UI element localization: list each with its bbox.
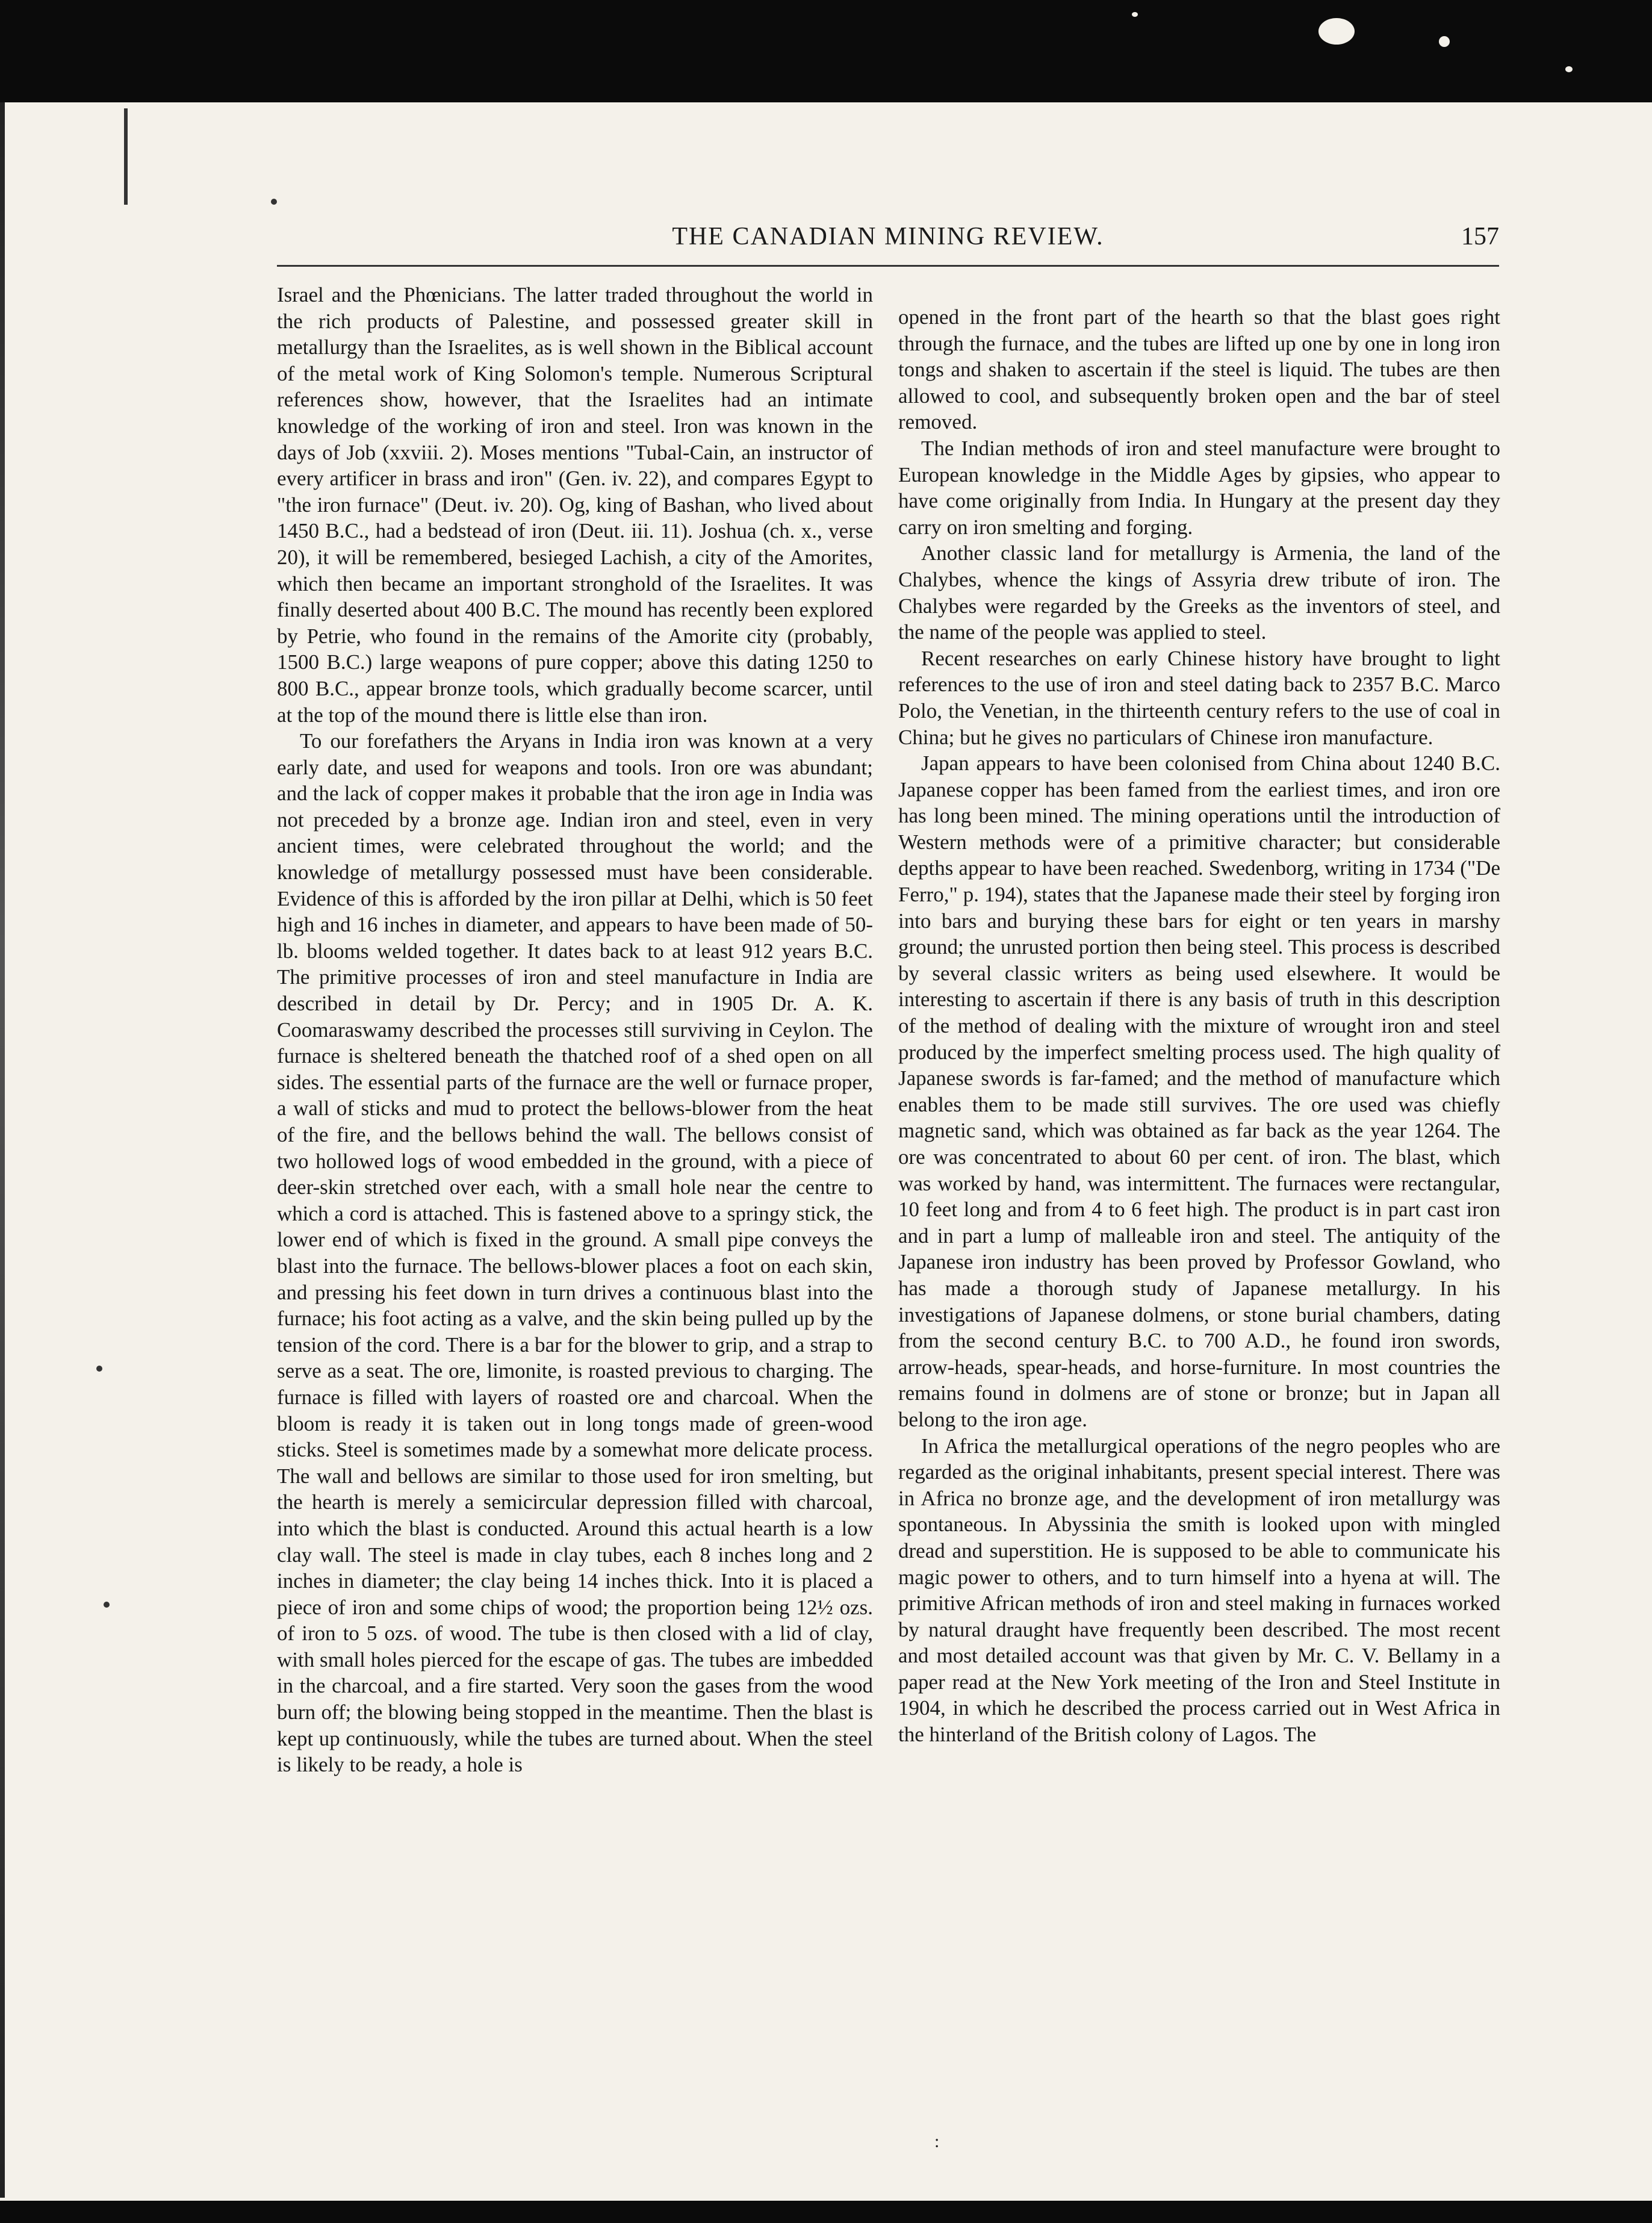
page-header (277, 220, 1499, 262)
paragraph: To our forefathers the Aryans in India iron was known at a very early date, and used for weapons and tools. Iron ore was abundant; and the lack of copper makes it probable that the iron age in India was not preceded by a bronze age. Indian iron and steel, even in very ancient times, were celebrated throughout the world; and the knowledge of metallurgy possessed must have been considerable. Evidence of this is afforded by the iron pillar at Delhi, which is 50 feet high and 16 inches in diameter, and appears to have been made of 50-lb. blooms welded together. It dates back to at least 912 years B.C. The primitive processes of iron and steel manufacture in India are described in detail by Dr. Percy; and in 1905 Dr. A. K. Coomaraswamy described the processes still surviving in Ceylon. The furnace is sheltered beneath the thatched roof of a shed open on all sides. The essential parts of the furnace are the well or furnace proper, a wall of sticks and mud to protect the bellows-blower from the heat of the fire, and the bellows behind the wall. The bellows consist of two hollowed logs of wood embedded in the ground, with a piece of deer-skin stretched over each, with a small hole near the centre to which a cord is attached. This is fastened above to a springy stick, the lower end of which is fixed in the ground. A small pipe conveys the blast into the furnace. The bellows-blower places a foot on each skin, and pressing his feet down in turn drives a continuous blast into the furnace; his foot acting as a valve, and the skin being pulled up by the tension of the cord. There is a bar for the blower to grip, and a strap to serve as a seat. The ore, limonite, is roasted previous to charging. The furnace is filled with layers of roasted ore and charcoal. When the bloom is ready it is taken out in long tongs made of green-wood sticks. Steel is sometimes made by a somewhat more delicate process. The wall and bellows are similar to those used for iron smelting, but the hearth is merely a semicircular depression filled with charcoal, into which the blast is conducted. Around this actual hearth is a low clay wall. The steel is made in clay tubes, each 8 inches long and 2 inches in diameter; the clay being 14 inches thick. Into it is placed a piece of iron and some chips of wood; the proportion being 12½ ozs. of iron to 5 ozs. of wood. The tube is then closed with a lid of clay, with small holes pierced for the escape of gas. The tubes are imbedded in the charcoal, and a fire started. Very soon the gases from the wood burn off; the blowing being stopped in the meantime. Then the blast is kept up continuously, while the tubes are turned about. When the steel is likely to be ready, a hole is (277, 729, 873, 1777)
paragraph: Another classic land for metallurgy is Armenia, the land of the Chalybes, whence the kings of Assyria drew tribute of iron. The Chalybes were regarded by the Greeks as the inventors of steel, and the name of the people was applied to steel. (898, 541, 1500, 644)
left-column (277, 282, 873, 1778)
paragraph: Israel and the Phœnicians. The latter traded throughout the world in the rich products of Palestine, and possessed greater skill in metallurgy than the Israelites, as is well shown in the Biblical account of the metal work of King Solomon's temple. Numerous Scriptural references show, however, that the Israelites had an intimate knowledge of the working of iron and steel. Iron was known in the days of Job (xxviii. 2). Moses mentions "Tubal-Cain, an instructor of every artificer in brass and iron" (Gen. iv. 22), and compares Egypt to "the iron furnace" (Deut. iv. 20). Og, king of Bashan, who lived about 1450 B.C., had a bedstead of iron (Deut. iii. 11). Joshua (ch. x., verse 20), it will be remembered, besieged Lachish, a city of the Amorites, which then became an important stronghold of the Israelites. It was finally deserted about 400 B.C. The mound has recently been explored by Petrie, who found in the remains of the Amorite city (probably, 1500 B.C.) large weapons of pure copper; above this dating 1250 to 800 B.C., appear bronze tools, which gradually become scarcer, until at the top of the mound there is little else than iron. (277, 283, 873, 727)
paragraph: Recent researches on early Chinese history have brought to light references to the use of iron and steel dating back to 2357 B.C. Marco Polo, the Venetian, in the thirteenth century refers to the use of coal in China; but he gives no particulars of Chinese iron manufacture. (898, 646, 1500, 749)
header-rule (277, 265, 1499, 267)
scan-dot (104, 1602, 110, 1608)
footer-mark: : (934, 2131, 940, 2151)
page-number: 157 (1461, 223, 1499, 250)
scan-bracket-mark (124, 108, 128, 205)
paragraph: opened in the front part of the hearth so that the blast goes right through the furnace, and the tubes are lifted up one by one in long iron tongs and shaken to ascertain if the steel is liquid. The tubes are then allowed to cool, and subsequently broken open and the bar of steel removed. (898, 305, 1500, 434)
paragraph: Japan appears to have been colonised from China about 1240 B.C. Japanese copper has been famed from the earliest times, and iron ore has long been mined. The mining operations until the introduction of Western methods were of a primitive character; but considerable depths appear to have been reached. Swedenborg, writing in 1734 ("De Ferro," p. 194), states that the Japanese made their steel by forging iron into bars and burying these bars for eight or ten years in marshy ground; the unrusted portion then being steel. This process is described by several classic writers as being used elsewhere. It would be interesting to ascertain if there is any basis of truth in this description of the method of dealing with the mixture of wrought iron and steel produced by the imperfect smelting process used. The high quality of Japanese swords is far-famed; and the method of manufacture which enables them to be made still survives. The ore used was chiefly magnetic sand, which was obtained as far back as the year 1264. The ore was concentrated to about 60 per cent. of iron. The blast, which was worked by hand, was intermittent. The furnaces were rectangular, 10 feet long and from 4 to 6 feet high. The product is in part cast iron and in part a lump of malleable iron and steel. The antiquity of the Japanese iron industry has been proved by Professor Gowland, who has made a thorough study of Japanese metallurgy. In his investigations of Japanese dolmens, or stone burial chambers, dating from the second century B.C. to 700 A.D., he found iron swords, arrow-heads, spear-heads, and horse-furniture. In most countries the remains found in dolmens are of stone or bronze; but in Japan all belong to the iron age. (898, 751, 1500, 1431)
paragraph: The Indian methods of iron and steel manufacture were brought to European knowledge in the Middle Ages by gipsies, who appear to have come originally from India. In Hungary at the present day they carry on iron smelting and forging. (898, 436, 1500, 539)
scan-top-edge (0, 0, 1652, 102)
scan-dot (271, 199, 277, 205)
paragraph: In Africa the metallurgical operations of the negro peoples who are regarded as the original inhabitants, present special interest. There was in Africa no bronze age, and the development of iron metallurgy was spontaneous. In Abyssinia the smith is looked upon with mingled dread and superstition. He is supposed to be able to communicate his magic power to others, and to turn himself into a hyena at will. The primitive African methods of iron and steel making in furnaces worked by natural draught have frequently been described. The most recent and most detailed account was that given by Mr. C. V. Bellamy in a paper read at the New York meeting of the Iron and Steel Institute in 1904, in which he described the process carried out in West Africa in the hinterland of the British colony of Lagos. The (898, 1434, 1500, 1747)
scan-left-edge (0, 102, 5, 2198)
running-title: THE CANADIAN MINING REVIEW. (672, 223, 1104, 250)
scan-dot (96, 1366, 102, 1372)
scan-bottom-edge (0, 2201, 1652, 2223)
right-column (898, 304, 1500, 1748)
